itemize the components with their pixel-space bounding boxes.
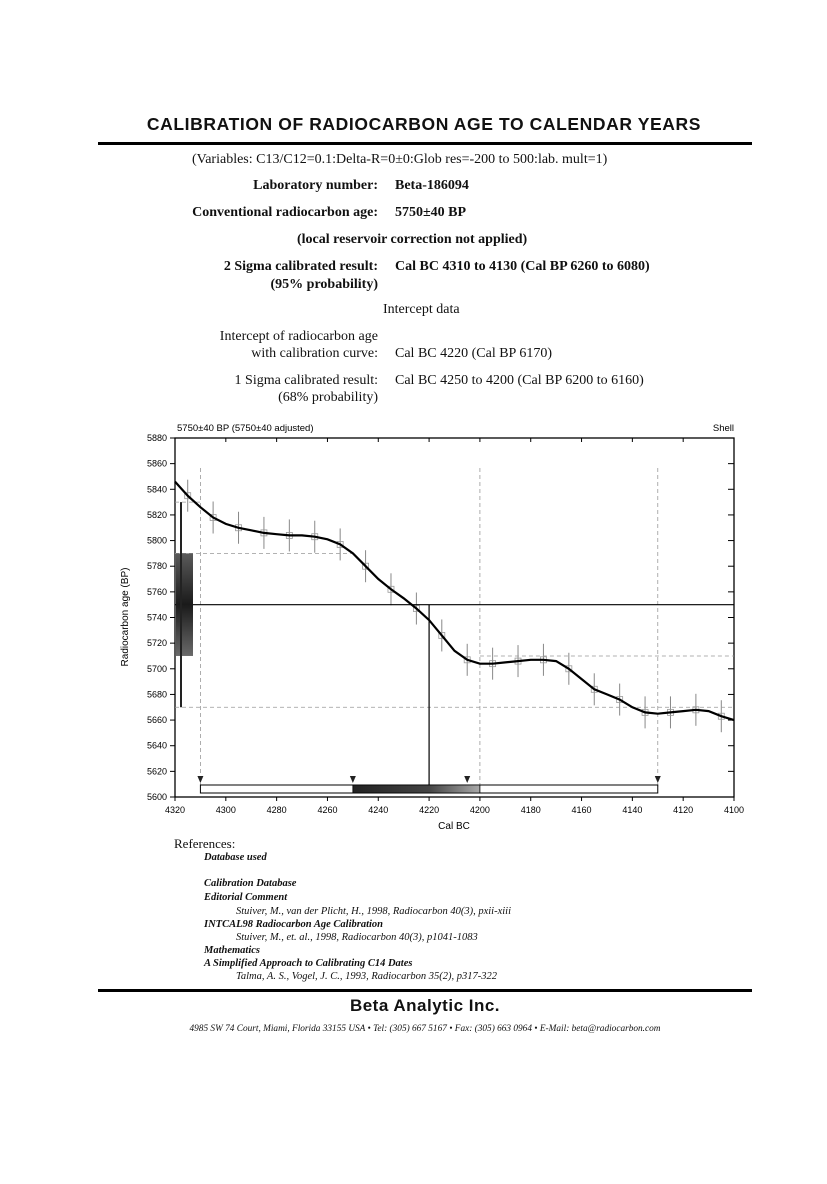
y-tick-label: 5780 [146, 561, 167, 572]
x-tick-label: 4120 [673, 805, 694, 815]
y-tick-label: 5640 [146, 740, 167, 751]
calibration-chart [0, 410, 827, 850]
ref-approach-citation: Talma, A. S., Vogel, J. C., 1993, Radiocarbon 35(2), p317-322 [236, 971, 498, 982]
company-address: 4985 SW 74 Court, Miami, Florida 33155 USA • Tel: (305) 667 5167 • Fax: (305) 663 0964 • E-Mail: beta@radiocarbon.com [189, 1024, 661, 1034]
lab-number-label: Laboratory number: [253, 178, 378, 193]
x-tick-label: 4280 [266, 805, 287, 815]
x-tick-label: 4180 [520, 805, 541, 815]
sigma1-label: 1 Sigma calibrated result: [234, 373, 378, 388]
sigma1-value: Cal BC 4250 to 4200 (Cal BP 6200 to 6160) [395, 373, 644, 388]
x-tick-label: 4320 [164, 805, 186, 815]
chart-top-right-label: Shell [712, 423, 734, 434]
y-tick-label: 5680 [146, 689, 167, 700]
x-axis-label: Cal BC [438, 821, 470, 832]
references-heading: References: [174, 836, 236, 851]
x-tick-label: 4240 [368, 805, 389, 815]
y-tick-label: 5820 [146, 509, 167, 520]
ref-mathematics: Mathematics [204, 945, 261, 956]
footer-rule [98, 989, 752, 992]
intercept-value: Cal BC 4220 (Cal BP 6170) [395, 346, 552, 361]
title-rule [98, 142, 752, 145]
range-marker [197, 776, 203, 783]
x-tick-label: 4300 [215, 805, 236, 815]
lab-number-value: Beta-186094 [395, 178, 469, 193]
conv-age-value: 5750±40 BP [395, 205, 467, 220]
x-tick-label: 4260 [317, 805, 338, 815]
y-tick-label: 5660 [146, 715, 167, 726]
y-axis-label: Radiocarbon age (BP) [120, 567, 131, 667]
x-tick-label: 4160 [571, 805, 592, 815]
y-tick-label: 5880 [146, 433, 167, 443]
ref-approach: A Simplified Approach to Calibrating C14 Dates [204, 958, 413, 969]
y-tick-label: 5760 [146, 586, 167, 597]
intercept-heading: Intercept data [383, 302, 460, 317]
x-tick-label: 4100 [723, 805, 745, 815]
range-marker [464, 776, 470, 783]
conv-age-label: Conventional radiocarbon age: [192, 205, 378, 220]
y-tick-label: 5860 [146, 458, 167, 469]
sigma1-calendar-range [353, 785, 480, 793]
x-tick-label: 4220 [419, 805, 440, 815]
ref-editorial-citation: Stuiver, M., van der Plicht, H., 1998, Radiocarbon 40(3), pxii-xiii [236, 906, 511, 917]
intercept-label-1: Intercept of radiocarbon age [219, 329, 378, 344]
variables-line: (Variables: C13/C12=0.1:Delta-R=0±0:Glob res=-200 to 500:lab. mult=1) [192, 152, 608, 167]
sigma1-probability: (68% probability) [278, 390, 378, 405]
ref-calibration-database: Calibration Database [204, 878, 297, 889]
y-tick-label: 5740 [146, 612, 167, 623]
reservoir-note: (local reservoir correction not applied) [297, 232, 528, 247]
range-marker [350, 776, 356, 783]
y-tick-label: 5840 [146, 484, 167, 495]
y-tick-label: 5620 [146, 766, 167, 777]
y-tick-label: 5720 [146, 638, 167, 649]
y-tick-label: 5600 [146, 792, 167, 802]
sigma2-probability: (95% probability) [270, 277, 378, 292]
chart-top-left-label: 5750±40 BP (5750±40 adjusted) [177, 423, 314, 434]
calibration-curve [175, 482, 734, 720]
x-tick-label: 4140 [622, 805, 643, 815]
company-name: Beta Analytic Inc. [349, 996, 501, 1015]
range-marker [655, 776, 661, 783]
ref-intcal-citation: Stuiver, M., et. al., 1998, Radiocarbon 40(3), p1041-1083 [236, 932, 478, 943]
y-tick-label: 5700 [146, 663, 167, 674]
sigma1-age-distribution [176, 553, 193, 656]
ref-editorial-comment: Editorial Comment [204, 892, 288, 903]
x-tick-label: 4200 [469, 805, 490, 815]
plot-frame [175, 438, 734, 797]
page-title: CALIBRATION OF RADIOCARBON AGE TO CALENDAR YEARS [146, 114, 702, 134]
sigma2-label: 2 Sigma calibrated result: [223, 259, 378, 274]
ref-database-used: Database used [204, 852, 267, 863]
sigma2-value: Cal BC 4310 to 4130 (Cal BP 6260 to 6080) [395, 259, 650, 274]
y-tick-label: 5800 [146, 535, 167, 546]
ref-intcal: INTCAL98 Radiocarbon Age Calibration [204, 919, 384, 930]
intercept-label-2: with calibration curve: [251, 346, 378, 361]
